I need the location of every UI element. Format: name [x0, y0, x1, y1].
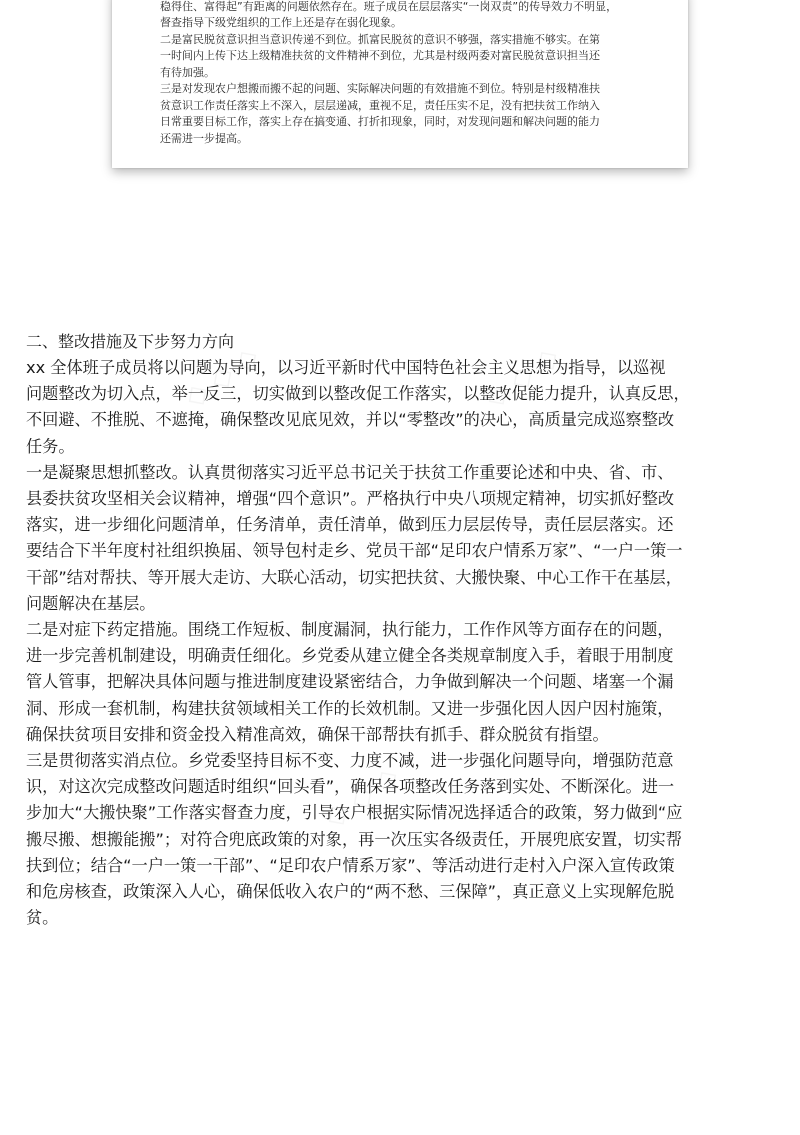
text-line: 和危房核查，政策深入人心，确保低收入农户的“两不愁、三保障”，真正意义上实现解危脱 — [26, 882, 675, 902]
watermark: ◇ ◇ ◇ — [477, 339, 565, 414]
preview-line: 三是对发现农户想搬而搬不起的问题、实际解决问题的有效措施不到位。特别是村级精准扶 — [160, 82, 600, 95]
document-body — [26, 329, 782, 931]
preview-line: 日常重要目标工作，落实上存在搞变通、打折扣现象，同时，对发现问题和解决问题的能力 — [160, 115, 600, 128]
text-line: 搬尽搬、想搬能搬”；对符合兜底政策的对象，再一次压实各级责任，开展兜底安置，切实帮 — [26, 829, 682, 849]
text-line: 洞、形成一套机制，构建扶贫领域相关工作的长效机制。又进一步强化因人因户因村施策， — [26, 698, 674, 718]
document-preview-card — [112, 0, 688, 168]
watermark: ◇ ◇ ◇ — [177, 339, 265, 414]
preview-line: 有待加强。 — [160, 65, 215, 79]
text-line: 步加大“大搬快聚”工作落实督查力度，引导农户根据实际情况选择适合的政策，努力做到“应 — [26, 803, 683, 823]
preview-line: 督查指导下级党组织的工作上还是存在弱化现象。 — [160, 16, 402, 29]
text-line: 贫。 — [26, 908, 59, 928]
text-line: 二是对症下药定措施。围绕工作短板、制度漏洞，执行能力，工作作风等方面存在的问题， — [26, 620, 674, 640]
text-line: 管人管事，把解决具体问题与推进制度建设紧密结合，力争做到解决一个问题、堵塞一个漏 — [26, 672, 674, 692]
watermark: ◇ ◇ ◇ — [317, 759, 405, 834]
preview-line: 还需进一步提高。 — [160, 131, 248, 145]
preview-line: 一时间内上传下达上级精准扶贫的文件精神不到位，尤其是村级两委对富民脱贫意识担当还 — [160, 49, 600, 62]
text-line: 干部”结对帮扶、等开展大走访、大联心活动，切实把扶贫、大搬快聚、中心工作干在基层， — [26, 567, 682, 587]
text-line: 落实，进一步细化问题清单，任务清单，责任清单，做到压力层层传导，责任层层落实。还 — [26, 515, 674, 535]
paragraph-intro — [26, 355, 782, 460]
text-line: 不回避、不推脱、不遮掩，确保整改见底见效，并以“零整改”的决心，高质量完成巡察整改 — [26, 410, 675, 430]
text-line: 一是凝聚思想抓整改。认真贯彻落实习近平总书记关于扶贫工作重要论述和中央、省、市、 — [26, 462, 674, 482]
text-line: 扶到位；结合“一户一策一干部”、“足印农户情系万家”、等活动进行走村入户深入宣传政策 — [26, 855, 675, 875]
text-line: 问题整改为切入点，举一反三，切实做到以整改促工作落实，以整改促能力提升，认真反思， — [26, 384, 690, 404]
text-line: 县委扶贫攻坚相关会议精神，增强“四个意识”。严格执行中央八项规定精神，切实抓好整改 — [26, 489, 675, 509]
paragraph-point-2 — [26, 617, 782, 748]
text-line: 确保扶贫项目安排和资金投入精准高效，确保干部帮扶有抓手、群众脱贫有指望。 — [26, 724, 609, 744]
paragraph-point-1 — [26, 460, 782, 617]
text-line: 问题解决在基层。 — [26, 593, 156, 613]
paragraph-point-3 — [26, 748, 782, 931]
text-line: 要结合下半年度村社组织换届、领导包村走乡、党员干部“足印农户情系万家”、“一户一策一 — [26, 541, 683, 561]
text-line: 进一步完善机制建设，明确责任细化。乡党委从建立健全各类规章制度入手，着眼于用制度 — [26, 646, 674, 666]
section-heading: 二、整改措施及下步努力方向 — [26, 332, 235, 351]
text-line: 三是贯彻落实消点位。乡党委坚持目标不变、力度不减，进一步强化问题导向，增强防范意 — [26, 751, 674, 771]
preview-line: 贫意识工作责任落实上不深入，层层递减，重视不足，责任压实不足，没有把扶贫工作纳入 — [160, 98, 600, 112]
text-line: 任务。 — [26, 436, 75, 456]
preview-line: 二是富民脱贫意识担当意识传递不到位。抓富民脱贫的意识不够强，落实措施不够实。在第 — [160, 32, 600, 46]
text-line: xx 全体班子成员将以问题为导向，以习近平新时代中国特色社会主义思想为指导，以巡视 — [26, 358, 666, 377]
preview-text-block — [160, 0, 688, 147]
preview-line: 稳得住、富得起”有距离的问题依然存在。班子成员在层层落实“一岗双责”的传导效力不明显， — [160, 0, 618, 13]
text-line: 识，对这次完成整改问题适时组织“回头看”，确保各项整改任务落到实处、不断深化。进一 — [26, 777, 675, 797]
